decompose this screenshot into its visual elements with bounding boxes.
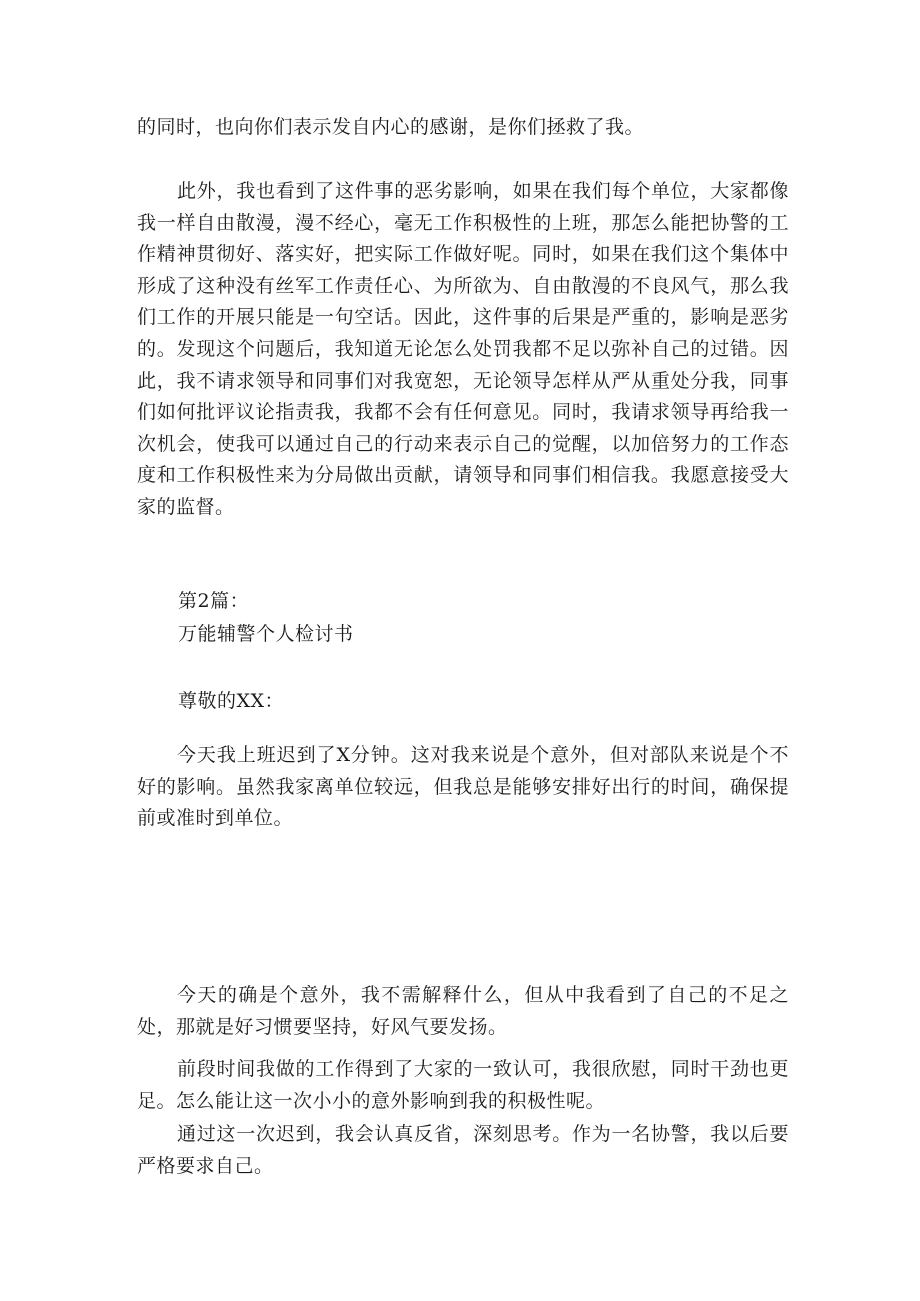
paragraph-accident: 今天的确是个意外，我不需解释什么，但从中我看到了自己的不足之处，那就是好习惯要坚持，好风气要发扬。 bbox=[137, 984, 789, 1038]
paragraph-late: 今天我上班迟到了X分钟。这对我来说是个意外，但对部队来说是个不好的影响。虽然我家离单位较远，但我总是能够安排好出行的时间，确保提前或准时到单位。 bbox=[137, 744, 789, 830]
section-number: 第2篇： bbox=[178, 590, 250, 612]
salutation: 尊敬的XX： bbox=[178, 690, 285, 712]
paragraph-impact: 此外，我也看到了这件事的恶劣影响，如果在我们每个单位，大家都像我一样自由散漫，漫不经心，毫无工作积极性的上班，那怎么能把协警的工作精神贯彻好、落实好，把实际工作做好呢。同时，如果在我们这个集体中形成了这种没有丝军工作责任心、为所欲为、自由散漫的不良风气，那么我们工作的开展只能是一句空话。因此，这件事的后果是严重的，影响是恶劣的。发现这个问题后，我知道无论怎么处罚我都不足以弥补自己的过错。因此，我不请求领导和同事们对我宽恕，无论领导怎样从严从重处分我，同事们如何批评议论指责我，我都不会有任何意见。同时，我请求领导再给我一次机会，使我可以通过自己的行动来表示自己的觉醒，以加倍努力的工作态度和工作积极性来为分局做出贡献，请领导和同事们相信我。我愿意接受大家的监督。 bbox=[137, 180, 789, 518]
continued-paragraph: 的同时，也向你们表示发自内心的感谢，是你们拯救了我。 bbox=[137, 116, 645, 138]
paragraph-reflection: 通过这一次迟到，我会认真反省，深刻思考。作为一名协警，我以后要严格要求自己。 bbox=[137, 1123, 789, 1177]
paragraph-recognition: 前段时间我做的工作得到了大家的一致认可，我很欣慰，同时干劲也更足。怎么能让这一次小小的意外影响到我的积极性呢。 bbox=[137, 1058, 789, 1112]
section-title: 万能辅警个人检讨书 bbox=[178, 623, 354, 645]
